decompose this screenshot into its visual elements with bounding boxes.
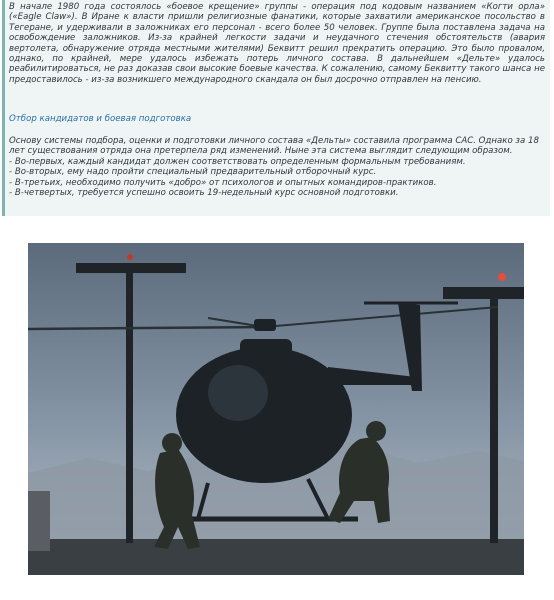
warning-light-right xyxy=(498,273,506,281)
body-text xyxy=(9,136,545,198)
helicopter-fuselage xyxy=(176,347,352,483)
building-roof xyxy=(28,539,524,575)
soldier-left-head xyxy=(162,433,182,453)
intro-paragraph: В начале 1980 года состоялось «боевое крещение» группы - операция под кодовым названием «Когти орла» («Eagle Claw»). В Иране к власти пришли религиозные фанатики, которые захватили американское посольство в Тегеране, и удерживали в заложниках его персонал - всего более 50 человек. Группе была поставлена задача на освобождение заложников. Из-за крайней легкости задачи и неудачного стечения обстоятельств (авария вертолета, обнаружение отряда местными жителями) Беквитт решил прекратить операцию. Это было провалом, однако, по крайней, мере удалось избежать потерь личного состава. В дальнейшем «Дельте» удалось реабилитироваться, не раз доказав свои высокие боевые качества. К сожалению, самому Беквитту такого шанса не предоставилось - из-за возникшего международного скандала он был досрочно отправлен на пенсию. xyxy=(9,2,545,85)
body-line-2: - Во-вторых, ему надо пройти специальный предварительный отборочный курс. xyxy=(9,167,377,178)
body-line-1: - Во-первых, каждый кандидат должен соответствовать определенным формальным требованиям. xyxy=(9,156,466,167)
body-line-3: - В-третьих, необходимо получить «добро» от психологов и опытных командиров-практиков. xyxy=(9,177,437,188)
helicopter-photo xyxy=(28,243,524,575)
section-title-link[interactable]: Отбор кандидатов и боевая подготовка xyxy=(9,114,192,124)
lamp-head-right xyxy=(443,287,524,299)
body-line-0: Основу системы подбора, оценки и подготовки личного состава «Дельты» составила программа CAC. Однако за 18 лет существования отряда она претерпела ряд изменений. Ныне эта система выглядит следующим образом. xyxy=(9,136,539,157)
rotor-hub xyxy=(254,319,276,331)
warning-light-left xyxy=(127,254,133,260)
soldier-right-head xyxy=(366,421,386,441)
engine-housing xyxy=(240,339,292,359)
body-line-4: - В-четвертых, требуется успешно освоить 19-недельный курс основной подготовки. xyxy=(9,188,399,199)
lamp-post-right xyxy=(490,298,498,543)
article-block xyxy=(2,0,550,216)
cockpit-window xyxy=(208,365,268,421)
lamp-head-left xyxy=(76,263,186,273)
lamp-post-left xyxy=(126,273,133,543)
distant-building xyxy=(28,491,50,551)
